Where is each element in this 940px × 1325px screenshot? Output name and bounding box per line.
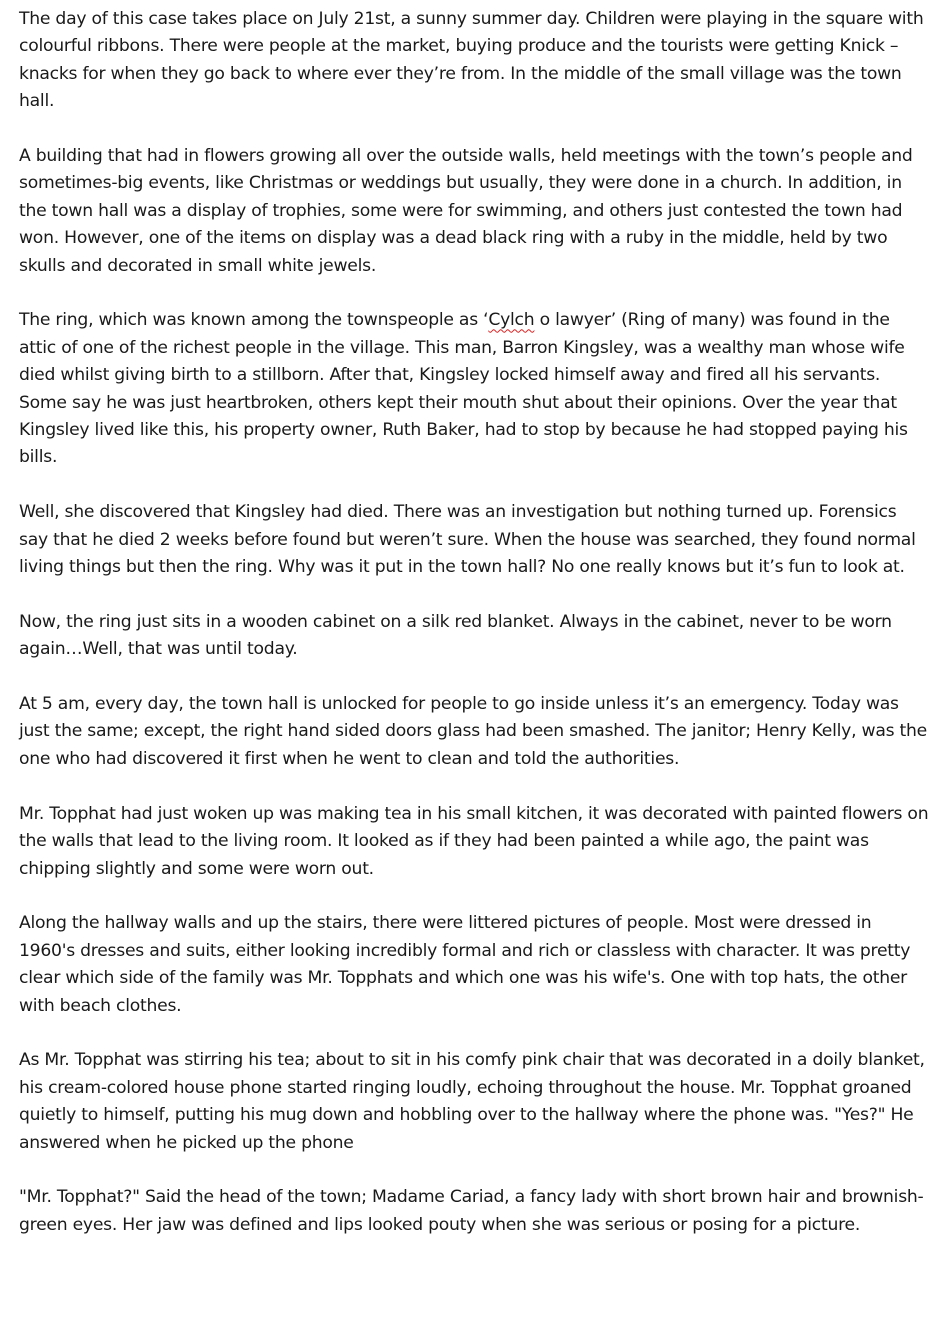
paragraph-8: Along the hallway walls and up the stairs, there were littered pictures of people. Most were dressed in 1960's dresses and suits, either looking incredibly formal and rich or classless with character. It was pretty clear which side of the family was Mr. Topphats and which one was his wife's. One with top hats, the other with beach clothes. xyxy=(19,913,911,1016)
paragraph-7: Mr. Topphat had just woken up was making tea in his small kitchen, it was decorated with painted flowers on the walls that lead to the living room. It looked as if they had been painted a while ago, the paint was chipping slightly and some were worn out. xyxy=(19,803,929,879)
paragraph-3-part-2: o lawyer’ (Ring of many) was found in the attic of one of the richest people in the village. This man, Barron Kingsley, was a wealthy man whose wife died whilst giving birth to a stillborn. After that, Kingsley locked himself away and fired all his servants. Some say he was just heartbroken, others kept their mouth shut about their opinions. Over the year that Kingsley lived like this, his property owner, Ruth Baker, had to stop by because he had stopped paying his bills. xyxy=(19,310,908,468)
paragraph-4: Well, she discovered that Kingsley had died. There was an investigation but nothing turned up. Forensics say that he died 2 weeks before found but weren’t sure. When the house was searched, they found normal living things but then the ring. Why was it put in the town hall? No one really knows but it’s fun to look at. xyxy=(19,502,916,578)
paragraph-5: Now, the ring just sits in a wooden cabinet on a silk red blanket. Always in the cabinet, never to be worn again…Well, that was until today. xyxy=(19,611,892,660)
paragraph-9: As Mr. Topphat was stirring his tea; about to sit in his comfy pink chair that was decorated in a doily blanket, his cream-colored house phone started ringing loudly, echoing throughout the house. Mr. Topphat groaned quietly to himself, putting his mug down and hobbling over to the hallway where the phone was. "Yes?" He answered when he picked up the phone xyxy=(19,1050,925,1153)
spellcheck-flagged-word: Cylch xyxy=(488,310,535,331)
paragraph-3 xyxy=(19,307,930,471)
paragraph-1: The day of this case takes place on July 21st, a sunny summer day. Children were playing in the square with colourful ribbons. There were people at the market, buying produce and the tourists were getting Knick – knacks for when they go back to where ever they’re from. In the middle of the small village was the town hall. xyxy=(19,9,924,112)
paragraph-10: "Mr. Topphat?" Said the head of the town; Madame Cariad, a fancy lady with short brown hair and brownish-green eyes. Her jaw was defined and lips looked pouty when she was serious or posing for a picture. xyxy=(19,1187,924,1235)
paragraph-6: At 5 am, every day, the town hall is unlocked for people to go inside unless it’s an emergency. Today was just the same; except, the right hand sided doors glass had been smashed. The janitor; Henry Kelly, was the one who had discovered it first when he went to clean and told the authorities. xyxy=(19,694,927,769)
paragraph-2: A building that had in flowers growing all over the outside walls, held meetings with the town’s people and sometimes-big events, like Christmas or weddings but usually, they were done in a church. In addition, in the town hall was a display of trophies, some were for swimming, and others just contested the town had won. However, one of the items on display was a dead black ring with a ruby in the middle, held by two skulls and decorated in small white jewels. xyxy=(19,146,913,276)
paragraph-3-part-1: The ring, which was known among the townspeople as ‘ xyxy=(19,310,489,331)
